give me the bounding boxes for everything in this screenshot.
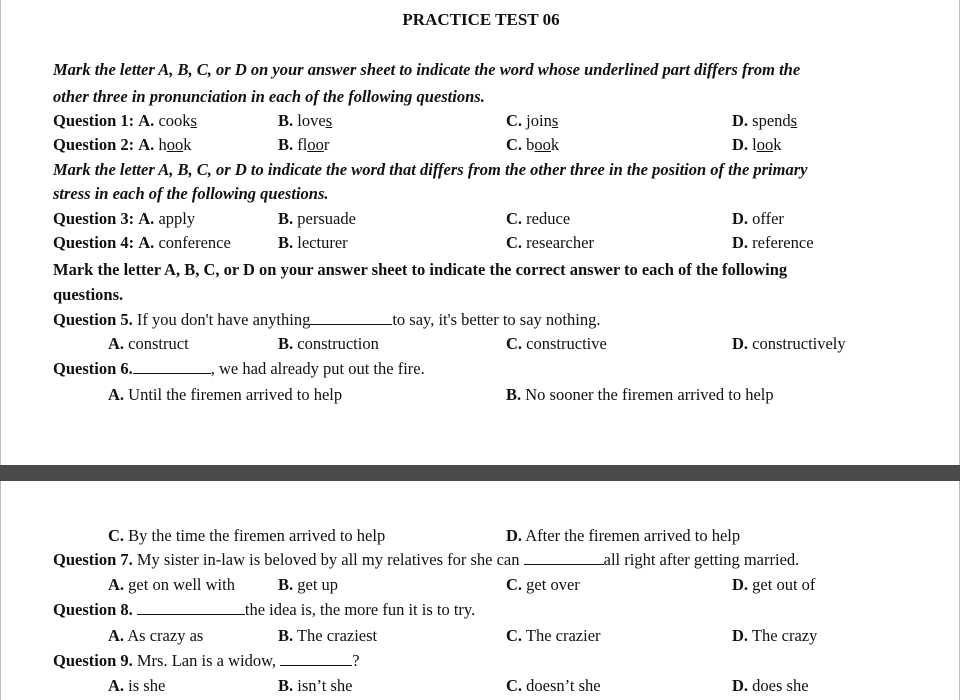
- document-page-2: [0, 481, 960, 700]
- q9-option-d: D. does she: [732, 676, 809, 695]
- q3-option-b: B. persuade: [278, 209, 356, 228]
- q1-option-b: B. loves: [278, 111, 333, 130]
- q7-option-d: D. get out of: [732, 575, 816, 594]
- q7-option-c: C. get over: [506, 575, 580, 594]
- question-1: [53, 111, 197, 131]
- answer-blank: [524, 550, 604, 565]
- question-3: Question 3: A. apply: [53, 209, 196, 228]
- q6-option-c: C. By the time the firemen arrived to help: [108, 526, 386, 545]
- q3-option-d: D. offer: [732, 209, 784, 228]
- q6-option-a: A. Until the firemen arrived to help: [108, 385, 343, 404]
- q6-option-b: B. No sooner the firemen arrived to help: [506, 385, 774, 404]
- q4-option-b: B. lecturer: [278, 233, 348, 252]
- question-6: Question 6. , we had already put out the fire.: [53, 359, 425, 378]
- q5-option-c: C. constructive: [506, 334, 607, 353]
- q4-option-c: C. researcher: [506, 233, 594, 252]
- q3-option-c: C. reduce: [506, 209, 571, 228]
- q9-option-a: A. is she: [108, 676, 166, 695]
- q8-option-b: B. The craziest: [278, 626, 378, 645]
- instruction-stress-line2: stress in each of the following questions.: [53, 184, 329, 203]
- question-2-label: Question 2:: [53, 135, 135, 154]
- answer-blank: [137, 600, 245, 615]
- q7-option-a: A. get on well with: [108, 575, 235, 594]
- q4-option-d: D. reference: [732, 233, 814, 252]
- q5-option-a: A. construct: [108, 334, 189, 353]
- question-2: Question 2: A. hook: [53, 135, 192, 154]
- answer-blank: [280, 651, 352, 666]
- q7-option-b: B. get up: [278, 575, 339, 594]
- q5-option-d: D. constructively: [732, 334, 846, 353]
- question-3-label: Question 3:: [53, 209, 135, 228]
- instruction-pronunciation-line2: other three in pronunciation in each of the following questions.: [53, 87, 485, 106]
- test-title: PRACTICE TEST 06: [402, 10, 560, 29]
- q8-option-a: A. As crazy as: [108, 626, 204, 645]
- question-1-label: Question 1:: [53, 111, 135, 130]
- question-7-label: Question 7.: [53, 550, 133, 569]
- q6-option-d: D. After the firemen arrived to help: [506, 526, 741, 545]
- q1-option-a-letter: A.: [138, 111, 155, 130]
- q2-option-a-text: hook: [158, 135, 192, 154]
- answer-blank: [310, 310, 392, 325]
- instruction-stress-line1: Mark the letter A, B, C, or D to indicate the word that differs from the other three in the position of the primary: [53, 160, 808, 179]
- question-4-label: Question 4:: [53, 233, 135, 252]
- q1-option-d: D. spends: [732, 111, 798, 130]
- q2-option-d: D. look: [732, 135, 782, 154]
- q2-option-b: B. floor: [278, 135, 330, 154]
- question-7: Question 7. My sister in-law is beloved by all my relatives for she can all right after getting married.: [53, 550, 800, 569]
- q8-option-d: D. The crazy: [732, 626, 818, 645]
- instruction-pronunciation-line1: Mark the letter A, B, C, or D on your answer sheet to indicate the word whose underlined part differs from the: [53, 60, 801, 79]
- q5-option-b: B. construction: [278, 334, 379, 353]
- q1-option-c: C. joins: [506, 111, 559, 130]
- q9-option-c: C. doesn’t she: [506, 676, 601, 695]
- q9-option-b: B. isn’t she: [278, 676, 353, 695]
- question-9: Question 9. Mrs. Lan is a widow, ?: [53, 651, 360, 670]
- question-8: Question 8. the idea is, the more fun it is to try.: [53, 600, 476, 619]
- answer-blank: [133, 359, 211, 374]
- instruction-correct-answer-line1: Mark the letter A, B, C, or D on your answer sheet to indicate the correct answer to each of the following: [53, 260, 788, 279]
- instruction-correct-answer-line2: questions.: [53, 285, 124, 304]
- question-4: Question 4: A. conference: [53, 233, 231, 252]
- q1-option-a-text: cooks: [158, 111, 197, 130]
- page-break-gap: [0, 465, 960, 481]
- question-5: Question 5. If you don't have anything to say, it's better to say nothing.: [53, 310, 601, 329]
- question-8-label: Question 8.: [53, 600, 133, 619]
- q8-option-c: C. The crazier: [506, 626, 601, 645]
- question-6-label: Question 6.: [53, 359, 133, 378]
- question-9-label: Question 9.: [53, 651, 133, 670]
- question-5-label: Question 5.: [53, 310, 133, 329]
- q2-option-c: C. book: [506, 135, 560, 154]
